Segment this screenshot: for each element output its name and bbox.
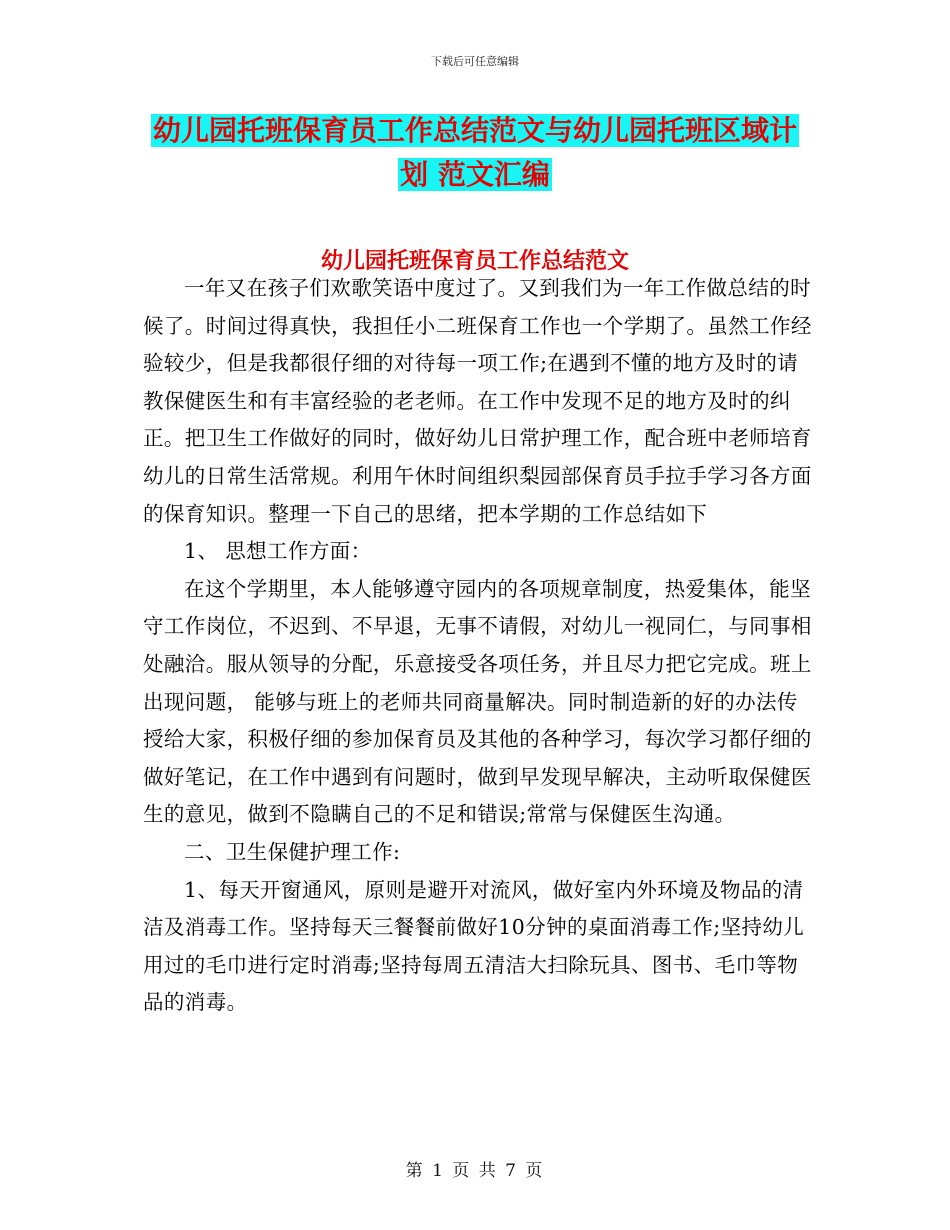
document-title-line-2 [0,155,950,195]
paragraph-intro: 一年又在孩子们欢歌笑语中度过了。又到我们为一年工作做总结的时候了。时间过得真快，我担任小二班保育工作也一个学期了。虽然工作经验较少，但是我都很仔细的对待每一项工作;在遇到不懂的地方及时的请教保健医生和有丰富经验的老老师。在工作中发现不足的地方及时的纠正。把卫生工作做好的同时，做好幼儿日常护理工作，配合班中老师培育幼儿的日常生活常规。利用午休时间组织梨园部保育员手拉手学习各方面的保育知识。整理一下自己的思绪，把本学期的工作总结如下 [143,276,812,526]
paragraph-ideology-work: 在这个学期里，本人能够遵守园内的各项规章制度，热爱集体，能坚守工作岗位，不迟到、不早退，无事不请假，对幼儿一视同仁，与同事相处融洽。服从领导的分配，乐意接受各项任务，并且尽力把它完成。班上出现问题， 能够与班上的老师共同商量解决。同时制造新的好的办法传授给大家，积极仔细的参加保育员及其他的各种学习，每次学习都仔细的做好笔记，在工作中遇到有问题时，做到早发现早解决，主动听取保健医生的意见，做到不隐瞒自己的不足和错误;常常与保健医生沟通。 [143,576,812,827]
page-header-note: 下载后可任意编辑 [431,55,519,68]
page-footer: 第 1 页 共 7 页 [405,1161,545,1181]
document-body [143,270,813,1022]
document-title-line-1 [0,111,950,151]
document-title-text-2: 划 范文汇编 [400,158,550,191]
document-title-text-1: 幼儿园托班保育员工作总结范文与幼儿园托班区域计 [152,114,797,147]
section-title: 幼儿园托班保育员工作总结范文 [320,249,629,274]
paragraph-ventilation-cleaning: 1、每天开窗通风，原则是避开对流风，做好室内外环境及物品的清洁及消毒工作。坚持每天三餐餐前做好10分钟的桌面消毒工作;坚持幼儿用过的毛巾进行定时消毒;坚持每周五清洁大扫除玩具、图书、毛巾等物品的消毒。 [143,877,805,1015]
heading-ideology-work: 1、 思想工作方面： [184,539,372,564]
heading-health-care-work: 二、卫生保健护理工作: [184,839,401,864]
